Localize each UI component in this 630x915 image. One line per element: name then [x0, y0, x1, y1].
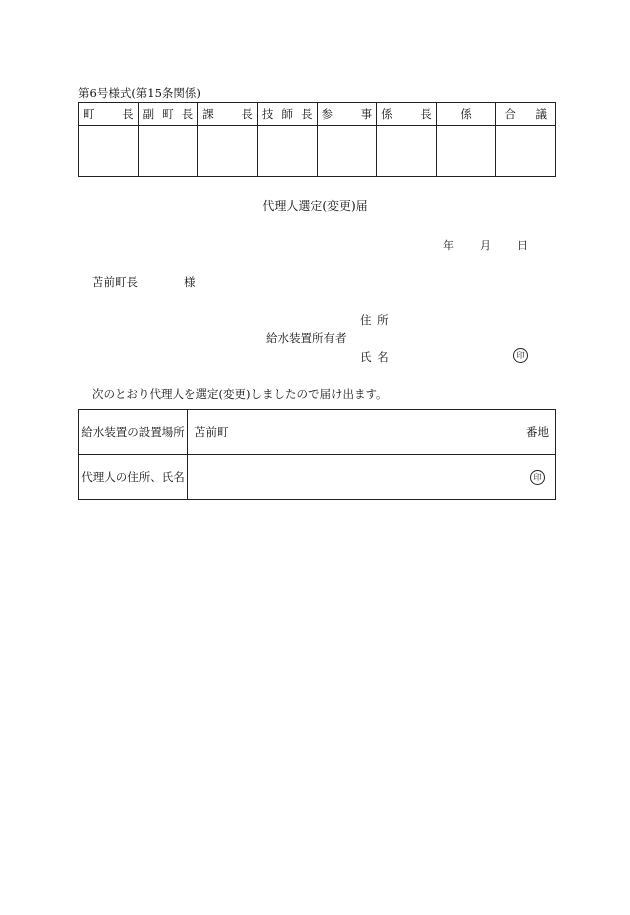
stamp-box[interactable] [198, 126, 258, 177]
addressee [92, 274, 196, 290]
approval-header-row [79, 103, 556, 126]
agent-field[interactable] [188, 455, 556, 500]
form-number: 第6号様式(第15条関係) [78, 86, 201, 100]
date-day: 日 [517, 239, 528, 252]
location-suffix: 番地 [526, 425, 549, 439]
seal-icon: 印 [530, 470, 545, 485]
approval-header-chief-engineer [257, 103, 317, 126]
stamp-box[interactable] [79, 126, 139, 177]
stamp-box[interactable] [257, 126, 317, 177]
header-char: 課 [202, 107, 214, 121]
agent-row [79, 455, 556, 500]
header-char: 長 [420, 107, 432, 121]
seal-icon: 印 [513, 348, 528, 363]
approval-header-section-chief [198, 103, 258, 126]
header-char: 長 [122, 107, 134, 121]
header-char: 長 [301, 107, 313, 121]
approval-header-unit-chief [377, 103, 437, 126]
header-char: 副 [142, 107, 155, 121]
stamp-box[interactable] [377, 126, 437, 177]
statement-text: 次のとおり代理人を選定(変更)しましたので届け出ます。 [92, 387, 388, 401]
date-year: 年 [443, 239, 454, 252]
location-label: 給水装置の設置場所 [79, 410, 188, 455]
approval-header-staff [436, 103, 496, 126]
approval-stamp-row [79, 126, 556, 177]
addressee-honorific: 様 [184, 275, 196, 289]
stamp-box[interactable] [496, 126, 556, 177]
header-char: 合 [504, 107, 516, 121]
addressee-name: 苫前町長 [92, 275, 138, 289]
agent-label: 代理人の住所、氏名 [79, 455, 188, 500]
approval-header-councilor [317, 103, 377, 126]
header-char: 議 [535, 107, 547, 121]
header-char: 長 [181, 107, 194, 121]
header-char: 係 [381, 107, 393, 121]
header-char: 技 [261, 107, 274, 121]
location-field[interactable] [188, 410, 556, 455]
approval-header-mayor [79, 103, 139, 126]
date-month: 月 [480, 239, 491, 252]
address-label: 住 所 [360, 313, 390, 327]
detail-table [78, 409, 556, 500]
approval-stamp-table [78, 102, 556, 177]
header-char: 師 [281, 107, 293, 121]
stamp-box[interactable] [317, 126, 377, 177]
stamp-box[interactable] [436, 126, 496, 177]
name-label: 氏 名 [360, 350, 390, 364]
owner-role-label: 給水装置所有者 [266, 331, 347, 345]
approval-header-consultation [496, 103, 556, 126]
date-line[interactable] [443, 237, 528, 253]
document-title: 代理人選定(変更)届 [262, 199, 368, 213]
location-row [79, 410, 556, 455]
approval-header-deputy-mayor [138, 103, 198, 126]
location-town: 苫前町 [194, 425, 229, 439]
header-char: 係 [460, 107, 472, 121]
stamp-box[interactable] [138, 126, 198, 177]
header-char: 事 [360, 107, 373, 121]
header-char: 参 [321, 107, 333, 121]
header-char: 長 [241, 107, 253, 121]
header-char: 町 [162, 107, 174, 121]
header-char: 町 [83, 107, 95, 121]
